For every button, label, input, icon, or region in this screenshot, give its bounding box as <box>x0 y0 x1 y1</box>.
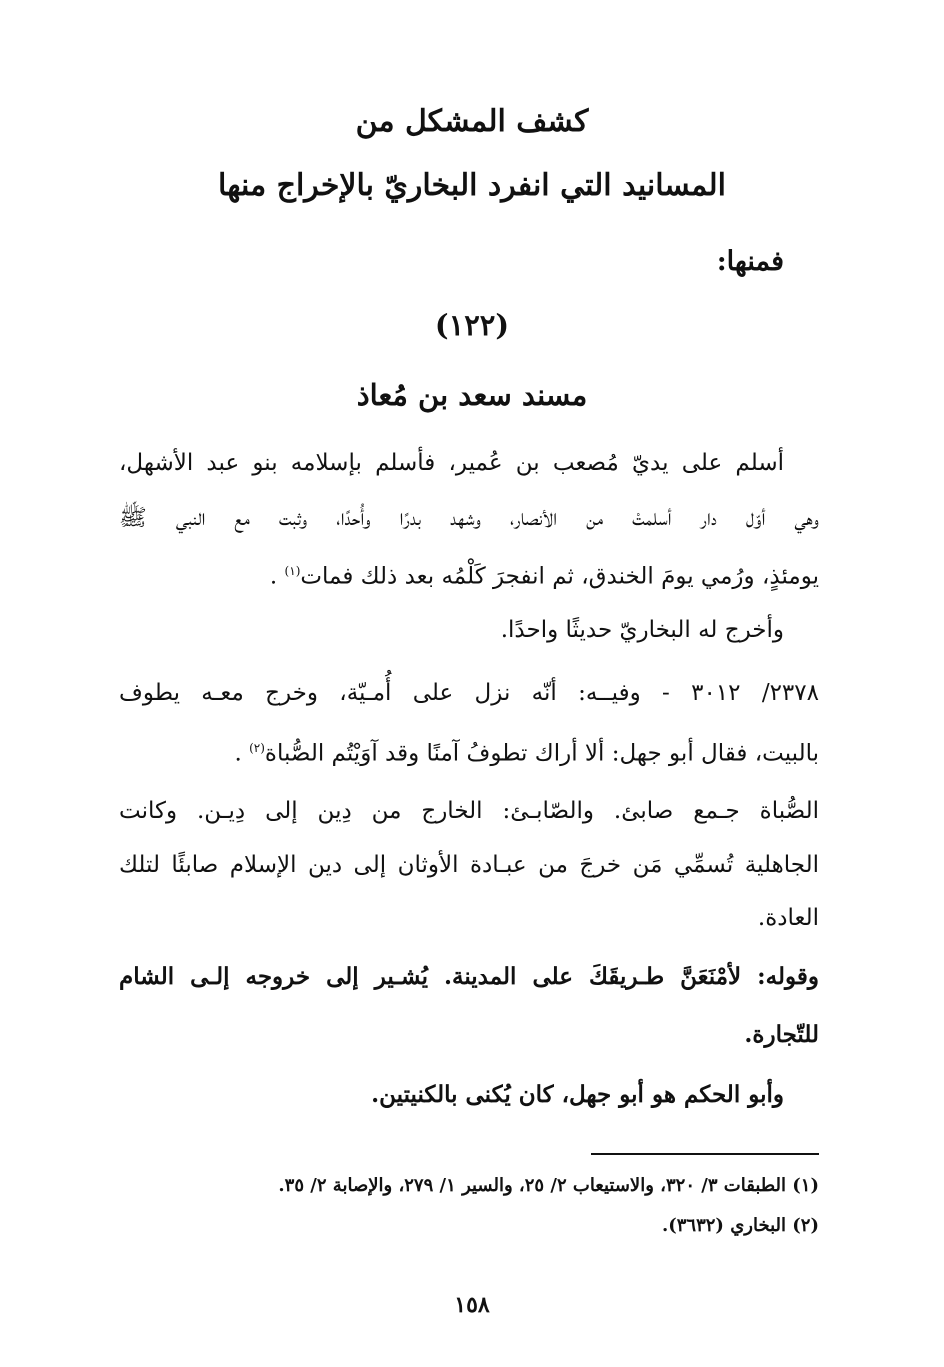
section-title-line-1: كشف المشكل من <box>355 104 589 139</box>
commentary-line-3: وأبو الحكم هو أبو جهل، كان يُكنى بالكنيتين. <box>371 1081 784 1108</box>
footnote-2: (٢) البخاري (٣٦٣٢). <box>661 1215 819 1236</box>
biography-line-3-text: يومئذٍ، ورُمي يومَ الخندق، ثم انفجرَ كَلْمُه بعد ذلك فمات <box>300 563 819 590</box>
explanation-line-3: العادة. <box>757 905 819 931</box>
explanation-line-1: الصُّباة جـمع صابئ. والصّابـئ: الخارج من دِين إلى دِيـن. وكانت <box>119 798 819 824</box>
footnote-1: (١) الطبقات ٣/ ٣٢٠، والاستيعاب ٢/ ٢٥، والسير ١/ ٢٧٩، والإصابة ٢/ ٣٥. <box>278 1175 819 1196</box>
hadith-line-1: ٢٣٧٨/ ٣٠١٢ - وفيــه: أنّه نزل على أُمـيّة، وخرج معـه يطوف <box>119 680 819 706</box>
footnote-ref-1: (١) <box>284 564 301 578</box>
entry-number: (١٢٢) <box>434 308 510 342</box>
footnote-ref-2: (٢) <box>249 741 265 755</box>
hadith-line-2 <box>119 733 819 769</box>
commentary-line-2: للتّجارة. <box>744 1021 819 1048</box>
page-number: ١٥٨ <box>454 1292 490 1318</box>
biography-line-3 <box>119 556 819 592</box>
biography-line-1: أسلم على يديّ مُصعب بن عُمير، فأسلم بإسلامه بنو عبد الأشهل، <box>119 450 784 476</box>
footnote-divider <box>591 1153 819 1155</box>
musnad-title: مسند سعد بن مُعاذ <box>356 378 588 412</box>
hadith-line-2-text: بالبيت، فقال أبو جهل: ألا أراك تطوفُ آمنًا وقد آوَيْتُم الصُّباة <box>264 740 819 767</box>
biography-line-3-end: . <box>269 563 285 590</box>
explanation-line-2: الجاهلية تُسمِّي مَن خرجَ من عبـادة الأوثان إلى دين الإسلام صابئًا لتلك <box>119 852 819 878</box>
commentary-line-1: وقوله: لأمْنَعَنَّ طـريقَكَ على المدينة. يُشـير إلى خروجه إلـى الشام <box>119 963 819 990</box>
biography-line-4: وأخرج له البخاريّ حديثًا واحدًا. <box>500 617 784 643</box>
biography-line-2: وهي أوّل دار أسلمتْ من الأنصار، وشهد بدرًا وأُحدًا، وثبت مع النبي ﷺ <box>119 505 819 531</box>
hadith-line-2-end: . <box>234 740 250 767</box>
section-title-line-2: المسانيد التي انفرد البخاريّ بالإخراج منها <box>218 168 726 203</box>
intro-label: فمنها: <box>716 246 784 277</box>
